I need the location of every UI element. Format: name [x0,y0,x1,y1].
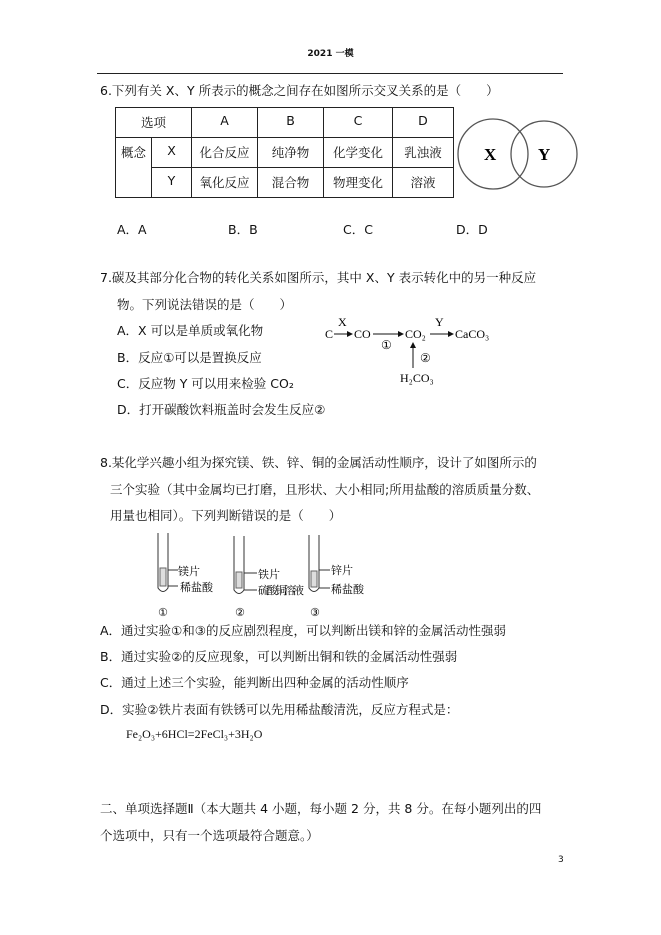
q6-stem: 6.下列有关 X、Y 所表示的概念之间存在如图所示交叉关系的是（ ） [100,83,499,98]
q8-stem-line1: 8.某化学兴趣小组为探究镁、铁、锌、铜的金属活动性顺序，设计了如图所示的 [100,455,537,470]
q6-option-a: A．A [117,222,147,237]
q6-option-c: C．C [343,222,373,237]
table-cell: 化合反应 [192,138,258,168]
table-header: B [258,108,324,138]
section2-line2: 个选项中，只有一个选项最符合题意。） [100,828,319,843]
y-label: Y [435,315,444,329]
venn-diagram [450,115,590,195]
test-tube-2 [234,536,304,618]
table-cell: 纯净物 [258,138,324,168]
test-tube-3 [309,535,365,618]
test-tube-1 [158,533,214,618]
tube1-metal: 镁片 [178,565,200,578]
q8-stem-line3: 用量也相同）。下列判断错误的是（ ） [110,508,342,523]
step1-label: ① [381,338,392,352]
q8-option-d: D．实验②铁片表面有铁锈可以先用稀盐酸清洗，反应方程式是： [100,702,459,717]
page-number: 3 [558,855,564,865]
table-header: D [393,108,454,138]
q8-equation: Fe₂O₃+6HCl=2FeCl₃+3H₂O [126,727,263,741]
table-cell: 溶液 [393,168,454,198]
carbon-conversion-diagram [320,312,500,390]
q6-option-d: D．D [456,222,488,237]
q7-stem-line2: 物。下列说法错误的是（ ） [117,297,293,312]
q8-option-a: A．通过实验①和③的反应剧烈程度，可以判断出镁和锌的金属活动性强弱 [100,623,506,638]
h2co3-label: H₂CO₃ [400,371,434,385]
tube2-liquid: 硫酸铜溶液 [258,584,304,597]
q7-option-d: D．打开碳酸饮料瓶盖时会发生反应② [117,402,326,417]
table-cell: 氧化反应 [192,168,258,198]
header-rule [97,73,563,74]
table-header: C [324,108,393,138]
q8-option-b: B．通过实验②的反应现象，可以判断出铜和铁的金属活动性强弱 [100,649,458,664]
q7-option-a: A．X 可以是单质或氧化物 [117,323,264,338]
venn-label-y: Y [538,145,551,164]
table-header: A [192,108,258,138]
q7-option-c: C．反应物 Y 可以用来检验 CO₂ [117,376,294,391]
table-cell: 物理变化 [324,168,393,198]
page-header: 2021 一模 [307,49,354,59]
tube2-number: ② [235,606,245,618]
test-tubes-figure [150,530,380,618]
table-cell: Y [152,168,192,198]
tube3-number: ③ [310,606,320,618]
co2-label: CO₂ [405,327,426,341]
section2-line1: 二、单项选择题Ⅱ（本大题共 4 小题，每小题 2 分，共 8 分。在每小题列出的四 [100,801,542,816]
table-cell: 化学变化 [324,138,393,168]
tube3-metal: 锌片 [331,564,353,577]
q7-option-b: B．反应①可以是置换反应 [117,350,262,365]
table-header: 选项 [116,108,192,138]
tube1-liquid: 稀盐酸 [180,581,213,594]
caco3-label: CaCO₃ [455,327,490,341]
table-cell: X [152,138,192,168]
c-label: C [325,327,334,341]
q6-table [115,107,454,198]
co-label: CO [354,327,371,341]
tube2-metal: 铁片 [258,568,280,581]
table-cell: 概念 [116,138,152,198]
q7-stem-line1: 7.碳及其部分化合物的转化关系如图所示，其中 X、Y 表示转化中的另一种反应 [100,270,537,285]
q6-option-b: B．B [228,222,258,237]
table-cell: 混合物 [258,168,324,198]
q8-option-c: C．通过上述三个实验，能判断出四种金属的活动性顺序 [100,675,409,690]
venn-label-x: X [484,145,497,164]
tube3-liquid: 稀盐酸 [331,583,364,596]
step2-label: ② [420,351,431,365]
q8-stem-line2: 三个实验（其中金属均已打磨，且形状、大小相同;所用盐酸的溶质质量分数、 [110,482,540,497]
tube1-number: ① [158,606,168,618]
table-cell: 乳浊液 [393,138,454,168]
x-label: X [338,315,347,329]
